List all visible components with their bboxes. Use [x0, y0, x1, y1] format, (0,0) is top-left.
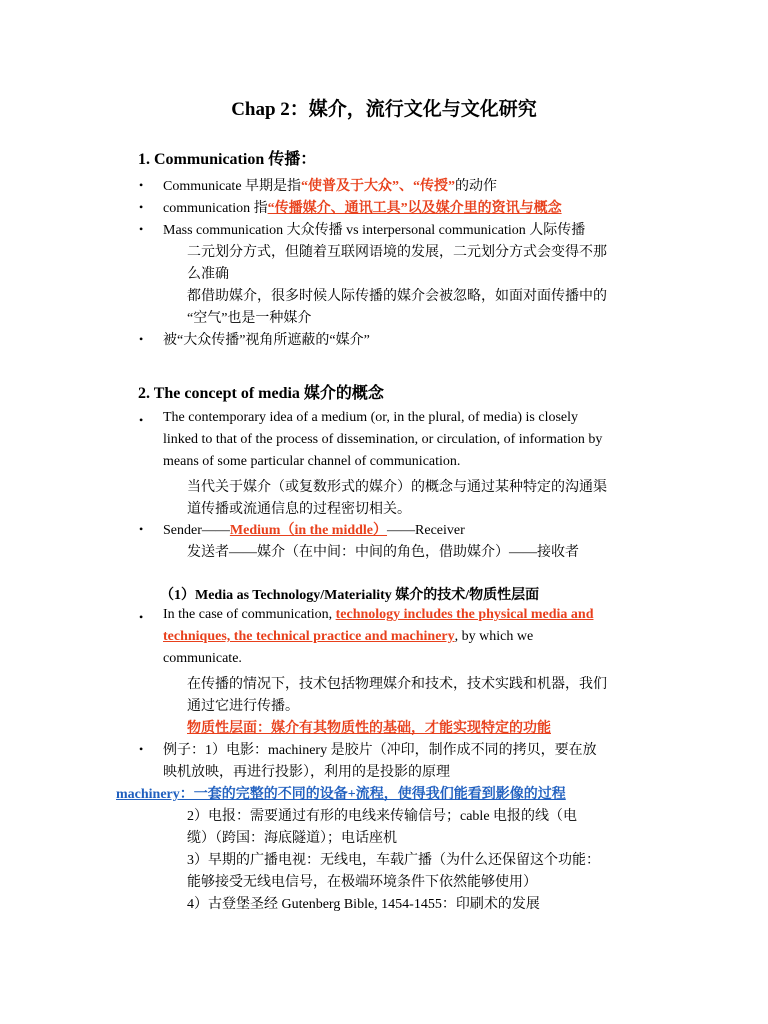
text-line: 发送者——媒介（在中间：中间的角色，借助媒介）——接收者 — [187, 545, 579, 560]
text-line: 3）早期的广播电视：无线电，车载广播（为什么还保留这个功能： — [187, 853, 600, 868]
text-line: 都借助媒介，很多时候人际传播的媒介会被忽略，如面对面传播中的 — [187, 289, 607, 304]
text-line: 通过它进行传播。 — [187, 699, 299, 714]
bullet-icon: • — [139, 413, 144, 427]
text-line: linked to that of the process of dissemination, or circulation, of information by — [163, 432, 603, 447]
list-item: communication 指“传播媒介、通讯工具”以及媒介里的资讯与概念 — [163, 201, 562, 216]
bullet-icon: • — [139, 522, 144, 536]
text-line: “空气”也是一种媒介 — [187, 311, 312, 326]
page-title: Chap 2：媒介，流行文化与文化研究 — [231, 99, 537, 120]
text-line: 在传播的情况下，技术包括物理媒介和技术，技术实践和机器，我们 — [187, 677, 607, 692]
text-line: 2）电报：需要通过有形的电线来传输信号；cable 电报的线（电 — [187, 809, 578, 824]
text-line: 道传播或流通信息的过程密切相关。 — [187, 502, 411, 517]
list-item: Sender——Medium（in the middle）——Receiver — [163, 523, 465, 538]
annotation-line: machinery：一套的完整的不同的设备+流程，使得我们能看到影像的过程 — [116, 787, 566, 802]
bullet-icon: • — [139, 742, 144, 756]
text-line: means of some particular channel of communication. — [163, 454, 461, 469]
list-item: Communicate 早期是指“使普及于大众”、“传授”的动作 — [163, 179, 498, 194]
text-line: communicate. — [163, 651, 242, 666]
highlight-line: 物质性层面：媒介有其物质性的基础，才能实现特定的功能 — [187, 721, 551, 736]
list-item: Mass communication 大众传播 vs interpersonal communication 人际传播 — [163, 223, 586, 238]
text-line: 能够接受无线电信号，在极端环境条件下依然能够使用） — [187, 875, 537, 890]
list-item: The contemporary idea of a medium (or, in the plural, of media) is closely — [163, 410, 579, 425]
section-heading-communication: 1. Communication 传播： — [138, 151, 317, 168]
text-line: techniques, the technical practice and machinery, by which we — [163, 629, 534, 644]
list-item: In the case of communication, technology includes the physical media and — [163, 607, 594, 622]
bullet-icon: • — [139, 200, 144, 214]
section-heading-media-concept: 2. The concept of media 媒介的概念 — [138, 385, 384, 402]
list-item: 被“大众传播”视角所遮蔽的“媒介” — [163, 333, 370, 348]
bullet-icon: • — [139, 610, 144, 624]
text-line: 二元划分方式，但随着互联网语境的发展，二元划分方式会变得不那 — [187, 245, 607, 260]
text-line: 当代关于媒介（或复数形式的媒介）的概念与通过某种特定的沟通渠 — [187, 480, 607, 495]
text-line: 么准确 — [187, 267, 229, 282]
bullet-icon: • — [139, 222, 144, 236]
list-item: 例子：1）电影：machinery 是胶片（冲印，制作成不同的拷贝，要在放 — [163, 743, 597, 758]
text-line: 映机放映，再进行投影），利用的是投影的原理 — [163, 765, 450, 780]
bullet-icon: • — [139, 178, 144, 192]
text-line: 4）古登堡圣经 Gutenberg Bible, 1454-1455：印刷术的发展 — [187, 897, 540, 912]
bullet-icon: • — [139, 332, 144, 346]
subsection-heading-technology: （1）Media as Technology/Materiality 媒介的技术/物质性层面 — [160, 588, 540, 603]
text-line: 缆）（跨国：海底隧道）；电话座机 — [187, 831, 397, 846]
